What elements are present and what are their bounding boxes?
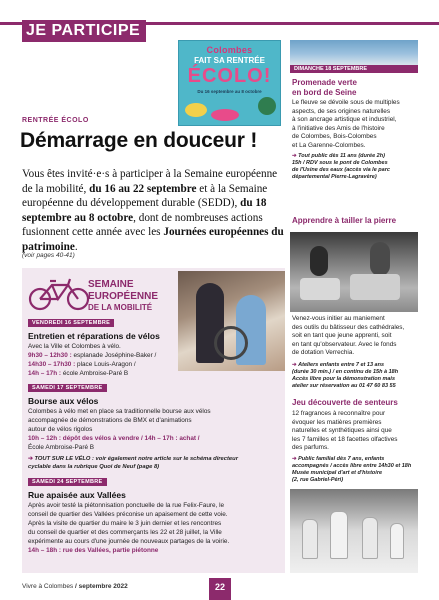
mobility-box-title: SEMAINE EUROPÉENNE DE LA MOBILITÉ — [88, 279, 159, 312]
date-tag-saturday: SAMEDI 17 SEPTEMBRE — [28, 384, 107, 392]
date-tag-saturday-24: SAMEDI 24 SEPTEMBRE — [28, 478, 107, 486]
event-heading-scent: Jeu découverte de senteurs — [292, 398, 398, 407]
event-text-rue-5: expérimente au cours d'une journée de nouveaux partages de la voirie. — [28, 538, 230, 545]
article-headline: Démarrage en douceur ! — [20, 129, 258, 152]
event-heading-stone: Apprendre à tailler la pierre — [292, 216, 397, 225]
bike-repair-photo — [178, 271, 285, 371]
rubric-label: JE PARTICIPE — [22, 20, 146, 42]
poster-city: Colombes — [206, 45, 253, 55]
poster-dates: Du 16 septembre au 8 octobre — [197, 89, 262, 94]
date-tag-friday: VENDREDI 16 SEPTEMBRE — [28, 319, 114, 327]
event-text-bourse-1: Colombes à vélo met en place sa traditionnelle bourse aux vélos — [28, 408, 211, 415]
event-text-bourse-5: École Ambroise-Paré B — [28, 444, 95, 451]
event-text-bourse-2: accompagnée de démonstrations de BMX et d'animations — [28, 417, 192, 424]
event-heading-seine: Promenade verte en bord de Seine — [292, 78, 357, 97]
poster-tagline: FAIT SA RENTRÉE — [194, 56, 265, 65]
event-note-bourse-2: cyclable dans la rubrique Quoi de Neuf (page 8) — [28, 464, 160, 470]
event-text-repair-4: 14h – 17h : école Ambroise-Paré B — [28, 370, 129, 377]
event-text-bourse-3: autour de vélos rigolos — [28, 426, 93, 433]
article-intro: Vous êtes invité·e·s à participer à la Semaine européenne de la mobilité, du 16 au 22 septembre et à la Semaine européenne du développement durable (SEDD), du 18 septembre au 8 octobre, dont de nombreuses actions fusionnent cette année avec les Journées européennes du patrimoine. — [22, 168, 284, 253]
event-heading-rue: Rue apaisée aux Vallées — [28, 490, 126, 500]
event-text-stone: Venez-vous initier au maniement des outils du bâtisseur des cathédrales, soit en tant que jeune apprenti, soit en tant qu'observateur. Avec le fonds de dotation Verrechia. — [292, 315, 405, 356]
pages-reference: (voir pages 40-41) — [22, 252, 75, 259]
event-text-rue-6: 14h – 18h : rue des Vallées, partie piétonne — [28, 547, 159, 554]
event-text-rue-2: conseil de quartier des Vallées préconise un apaisement de cette voie. — [28, 511, 228, 518]
event-text-repair-2: 9h30 – 12h30 : esplanade Joséphine-Baker / — [28, 352, 157, 359]
poster-decoration — [258, 97, 276, 115]
poster-decoration — [185, 103, 207, 117]
event-note-bourse-1: ➔ TOUT SUR LE VÉLO : voir également notre article sur le schéma directeur — [28, 456, 238, 462]
event-note-seine: ➔ Tout public dès 11 ans (durée 2h) 15h / RDV sous le pont de Colombes de l'Usine des eaux (accès via le parc départemental Pierre-Lagravère) — [292, 153, 390, 180]
event-note-stone: ➔ Ateliers enfants entre 7 et 13 ans (durée 30 min.) / en continu de 15h à 18h Accès libre pour la démonstration mais atelier sur réservation au 01 47 60 83 55 — [292, 362, 399, 389]
page-number: 22 — [209, 578, 231, 600]
poster-decoration — [211, 109, 239, 121]
event-poster — [178, 40, 281, 126]
event-heading-bourse: Bourse aux vélos — [28, 396, 99, 406]
event-note-scent: ➔ Public familial dès 7 ans, enfants accompagnés / accès libre entre 14h30 et 18h Musée municipal d'art et d'histoire (2, rue Gabriel-Péri) — [292, 456, 412, 483]
footer-credit: Vivre à Colombes / septembre 2022 — [22, 583, 128, 590]
event-text-scent: 12 fragrances à reconnaître pour évoquer les matières premières naturelles et synthétiques ainsi que les 7 familles et 18 facettes olfactives des parfums. — [292, 410, 398, 451]
date-tag-sunday: DIMANCHE 18 SEPTEMBRE — [290, 65, 418, 73]
event-text-repair-3: 14h30 – 17h30 : place Louis-Aragon / — [28, 361, 136, 368]
event-text-rue-4: du conseil de quartier et des commerçants les 22 et 28 juillet, la Ville — [28, 529, 222, 536]
event-text-rue-3: Après la visite de quartier du maire le 3 juin dernier et les rencontres — [28, 520, 222, 527]
event-text-seine: Le fleuve se dévoile sous de multiples aspects, de ses origines naturelles à son ancrage artistique et industriel, à l'initiative des Amis de l'histoire de Colombes, Bois-Colombes et La Garenne-Colombes. — [292, 99, 400, 149]
seine-photo — [290, 40, 418, 65]
event-text-rue-1: Après avoir testé la piétonnisation ponctuelle de la rue Felix-Faure, le — [28, 502, 225, 509]
bicycle-icon — [28, 277, 90, 311]
stone-carving-photo — [290, 232, 418, 312]
event-heading-repair: Entretien et réparations de vélos — [28, 331, 160, 341]
poster-title: ÉCOLO! — [187, 65, 272, 87]
perfume-museum-photo — [290, 489, 418, 573]
article-kicker: RENTRÉE ÉCOLO — [22, 117, 89, 124]
event-text-repair-1: Avec la Ville et Colombes à vélo. — [28, 343, 121, 350]
event-text-bourse-4: 10h – 12h : dépôt des vélos à vendre / 14h – 17h : achat / — [28, 435, 200, 442]
